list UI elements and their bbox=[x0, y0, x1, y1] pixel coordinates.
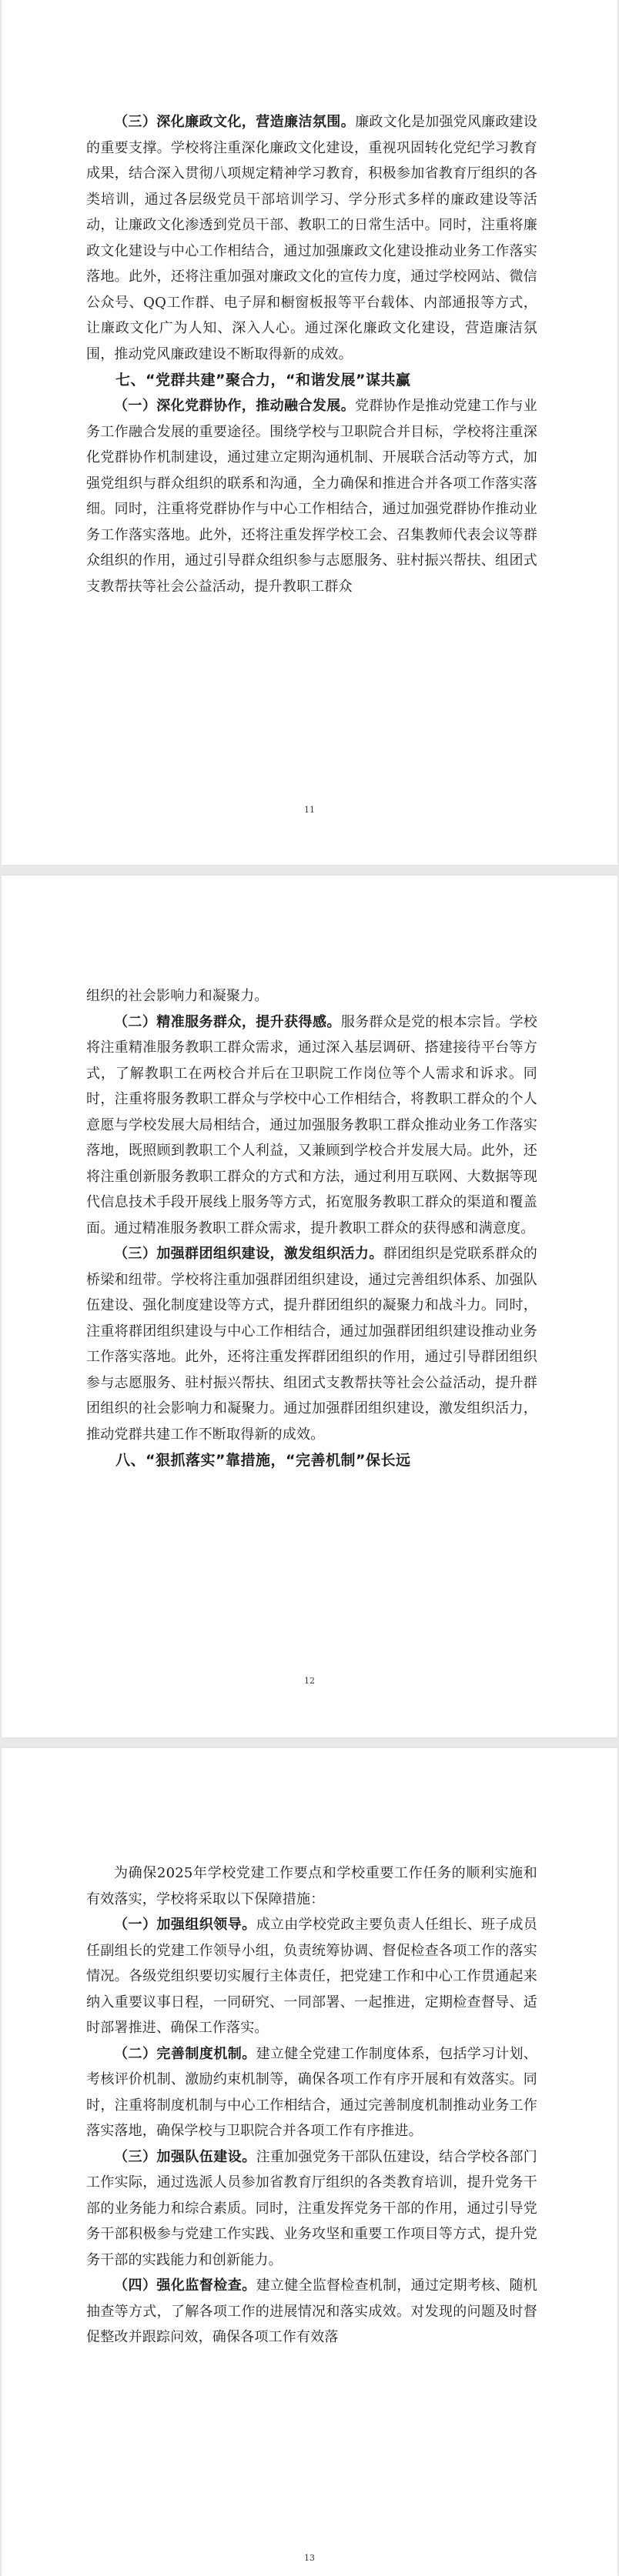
section-heading-7: 七、“党群共建”聚合力，“和谐发展”谋共赢 bbox=[115, 372, 411, 389]
paragraph-lead: （三）加强群团组织建设，激发组织活力。 bbox=[114, 1246, 383, 1262]
page-content bbox=[86, 983, 537, 1473]
document-page-1 bbox=[2, 0, 617, 865]
page-content bbox=[86, 1860, 537, 2351]
paragraph-integrity-culture bbox=[86, 109, 537, 367]
paragraph-serve-masses bbox=[86, 1009, 537, 1242]
paragraph-intro: 为确保2025年学校党建工作要点和学校重要工作任务的顺利实施和有效落实，学校将采取以下保障措施： bbox=[86, 1865, 537, 1907]
paragraph-team-building bbox=[86, 2144, 537, 2274]
paragraph-lead: （二）完善制度机制。 bbox=[114, 2045, 256, 2062]
paragraph-mass-organizations bbox=[86, 1241, 537, 1447]
page-number: 13 bbox=[304, 2553, 315, 2563]
paragraph-lead: （一）加强组织领导。 bbox=[114, 1917, 256, 1933]
paragraph-lead: （二）精准服务群众，提升获得感。 bbox=[114, 1013, 341, 1030]
paragraph-organizational-leadership bbox=[86, 1912, 537, 2041]
section-heading-8: 八、“狠抓落实”靠措施，“完善机制”保长远 bbox=[115, 1452, 411, 1469]
document-page-3 bbox=[2, 1748, 617, 2576]
paragraph-lead: （三）深化廉政文化，营造廉洁氛围。 bbox=[114, 114, 356, 130]
page-content bbox=[86, 109, 537, 599]
paragraph-body: 廉政文化是加强党风廉政建设的重要支撑。学校将注重深化廉政文化建设，重视巩固转化党纪学习教育成果，结合深入贯彻八项规定精神学习教育，积极参加省教育厅组织的各类培训，通过各层级党员干部培训学习、学分形式多样的廉政建设等活动，让廉政文化渗透到党员干部、教职工的日常生活中。同时，注重将廉政文化建设与中心工作相结合，通过加强廉政文化建设推动业务工作落实落地。此外，还将注重加强对廉政文化的宣传力度，通过学校网站、微信公众号、QQ工作群、电子屏和橱窗板报等平台载体、内部通报等方式，让廉政文化广为人知、深入人心。通过深化廉政文化建设，营造廉洁氛围，推动党风廉政建设不断取得新的成效。 bbox=[86, 114, 537, 362]
paragraph-party-mass-cooperation bbox=[86, 393, 537, 599]
paragraph-lead: （四）强化监督检查。 bbox=[114, 2277, 256, 2294]
paragraph-body: 成立由学校党政主要负责人任组长、班子成员任副组长的党建工作领导小组，负责统筹协调、督促检查各项工作的落实情况。各级党组织要切实履行主体责任，把党建工作和中心工作贯通起来纳入重要议事日程，一同研究、一同部署、一起推进，定期检查督导、适时部署推进、确保工作落实。 bbox=[86, 1917, 538, 2036]
paragraph-body: 建立健全党建工作制度体系，包括学习计划、考核评价机制、激励约束机制等，确保各项工作有序开展和有效落实。同时，注重将制度机制与中心工作相结合，通过完善制度机制推动业务工作落实落地，确保学校与卫职院合并各项工作有序推进。 bbox=[86, 2045, 538, 2139]
paragraph-body: 建立健全监督检查机制，通过定期考核、随机抽查等方式，了解各项工作的进展情况和落实成效。对发现的问题及时督促整改并跟踪问效，确保各项工作有效落 bbox=[86, 2277, 538, 2345]
paragraph-lead: （三）加强队伍建设。 bbox=[114, 2148, 256, 2165]
paragraph-continuation: 组织的社会影响力和凝聚力。 bbox=[86, 988, 269, 1004]
page-number: 11 bbox=[304, 805, 315, 815]
page-number: 12 bbox=[304, 1676, 315, 1686]
paragraph-body: 注重加强党务干部队伍建设，结合学校各部门工作实际，通过选派人员参加省教育厅组织的各类教育培训，提升党务干部的业务能力和综合素质。同时，注重发挥党务干部的作用，通过引导党务干部积极参与党建工作实践、业务攻坚和重要工作项目等方式，提升党务干部的实践能力和创新能力。 bbox=[86, 2148, 538, 2268]
document-page-2 bbox=[2, 876, 617, 1737]
paragraph-lead: （一）深化党群协作，推动融合发展。 bbox=[114, 398, 356, 414]
paragraph-supervision bbox=[86, 2273, 537, 2351]
paragraph-body: 服务群众是党的根本宗旨。学校将注重精准服务教职工群众需求，通过深入基层调研、搭建接待平台等方式，了解教职工在两校合并后在卫职院工作岗位等个人需求和诉求。同时，注重将服务教职工群众与学校中心工作相结合，将教职工群众的个人意愿与学校发展大局相结合，通过加强服务教职工群众推动业务工作落实落地，既照顾到教职工个人利益，又兼顾到学校合并发展大局。此外，还将注重创新服务教职工群众的方式和方法，通过利用互联网、大数据等现代信息技术手段开展线上服务等方式，拓宽服务教职工群众的渠道和覆盖面。通过精准服务教职工群众需求，提升教职工群众的获得感和满意度。 bbox=[86, 1013, 537, 1236]
paragraph-body: 群团组织是党联系群众的桥梁和纽带。学校将注重加强群团组织建设，通过完善组织体系、加强队伍建设、强化制度建设等方式，提升群团组织的凝聚力和战斗力。同时，注重将群团组织建设与中心工作相结合，通过加强群团组织建设推动业务工作落实落地。此外，还将注重发挥群团组织的作用，通过引导群团组织参与志愿服务、驻村振兴帮扶、组团式支教帮扶等社会公益活动，提升群团组织的社会影响力和凝聚力。通过加强群团组织建设，激发组织活力，推动党群共建工作不断取得新的成效。 bbox=[86, 1246, 537, 1443]
paragraph-institutional-mechanism bbox=[86, 2041, 537, 2144]
paragraph-body: 党群协作是推动党建工作与业务工作融合发展的重要途径。围绕学校与卫职院合并目标，学校将注重深化党群协作机制建设，通过建立定期沟通机制、开展联合活动等方式，加强党组织与群众组织的联系和沟通，全力确保和推进合并各项工作落实落细。同时，注重将党群协作与中心工作相结合，通过加强党群协作推动业务工作落实落地。此外，还将注重发挥学校工会、召集教师代表会议等群众组织的作用，通过引导群众组织参与志愿服务、驻村振兴帮扶、组团式支教帮扶等社会公益活动，提升教职工群众 bbox=[86, 398, 537, 595]
